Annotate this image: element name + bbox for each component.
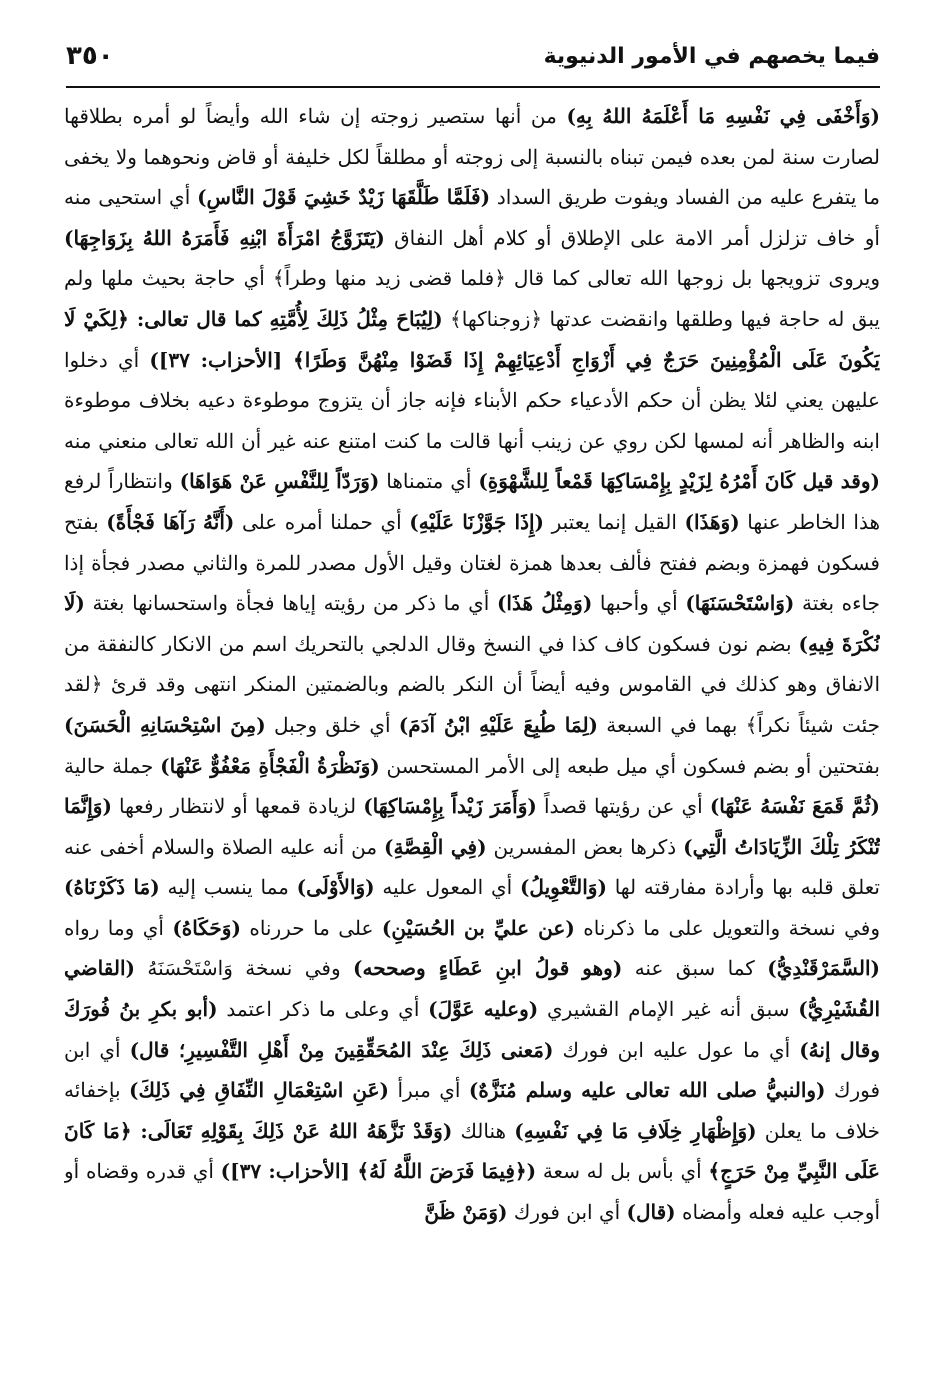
commentary-text: هنالك bbox=[452, 1118, 515, 1143]
commentary-text: أي خلق وجبل bbox=[265, 712, 399, 737]
page-number: ٣٥٠ bbox=[66, 41, 114, 71]
matn-text: (وَنَظْرَةُ الْفَجْأَةِ مَعْفُوٌّ عَنْهَا) bbox=[160, 753, 380, 778]
matn-text: (وَالأَوْلَى) bbox=[296, 875, 375, 900]
matn-text: (أَنَّهُ رَآهَا فَجْأَةً) bbox=[106, 509, 235, 534]
commentary-text: كما سبق عنه bbox=[622, 956, 768, 981]
commentary-text: بفتحتين أو بضم فسكون أي ميل طبعه إلى الأمر المستحسن bbox=[379, 753, 880, 778]
commentary-text: ذكرها بعض المفسرين bbox=[486, 834, 684, 859]
matn-text: (مَعنى ذَلِكَ عِنْدَ المُحَقِّقِينَ مِنْ أَهْلِ التَّفْسِيرِ؛ قال) bbox=[129, 1037, 554, 1062]
commentary-text: بإخفائه خلاف ما يعلن bbox=[64, 1078, 880, 1143]
commentary-text: بفتح فسكون فهمزة وبضم ففتح فألف بعدها همزة لغتان وقيل الأول مصدر للمرة والثاني مصدر فجأة إذا جاءه بغتة bbox=[64, 509, 880, 616]
commentary-text: أي ابن فورك bbox=[507, 1200, 627, 1225]
matn-text: (عن عليِّ بن الحُسَيْنِ) bbox=[381, 915, 575, 940]
matn-text: (السَّمَرْقَنْدِيُّ) bbox=[767, 956, 880, 981]
matn-text: (وَمِثْلُ هَذَا) bbox=[496, 591, 593, 616]
commentary-text: من أنه عليه الصلاة والسلام أخفى عنه تعلق قلبه بها وأرادة مفارقته لها bbox=[64, 834, 880, 900]
commentary-text: وانتظاراً لرفع هذا الخاطر عنها bbox=[64, 469, 880, 534]
commentary-text: أي استحيى منه أو خاف تزلزل أمر الامة على الإطلاق أو كلام أهل النفاق bbox=[64, 185, 880, 250]
matn-text: (وَإِظْهَارِ خِلَافِ مَا فِي نَفْسِهِ) bbox=[514, 1118, 757, 1143]
commentary-text: أي دخلوا عليهن يعني لئلا يظن أن حكم الأدعياء حكم الأبناء فإنه جاز أن يتزوج موطوءة دعيه بخلاف موطوءة ابنه والظاهر أنه لمسها لكن روي عن زينب أنها قالت ما كنت امتنع عنه غير أن الله تعالى منعني منه bbox=[64, 347, 880, 453]
commentary-text: أي ابن فورك bbox=[64, 1037, 880, 1103]
matn-text: (لَا نُكْرَةَ فِيهِ) bbox=[64, 591, 880, 656]
matn-text: (وَالتَّعْوِيلُ) bbox=[519, 875, 607, 900]
matn-text: (وَمَنْ ظَنَّ bbox=[424, 1200, 508, 1225]
matn-text: (أبو بكرِ بنُ فُورَكَ وقال إنهُ) bbox=[64, 997, 880, 1062]
matn-text: (وَهَذَا) bbox=[684, 509, 740, 534]
matn-text: (لِيُبَاحَ مِثْلُ ذَلِكَ لِأُمَّتِهِ كما قال تعالى: bbox=[136, 306, 443, 331]
commentary-text: أي بأس بل له سعة bbox=[536, 1159, 709, 1184]
matn-text: (وعليه عَوَّلَ) bbox=[428, 997, 539, 1022]
matn-text: (مَا ذَكَرْنَاهُ) bbox=[64, 875, 160, 900]
commentary-text: أي قدره وقضاه أو أوجب عليه فعله وأمضاه bbox=[64, 1159, 880, 1225]
commentary-text: بضم نون فسكون كاف كذا في النسخ وقال الدلجي بالتحريك اسم من الانكار كالنفقة من الانفاق وهو كذلك في القاموس وفيه أيضاً أن النكر بالضم وبالضمتين المنكر انتهى وقد قرئ ﴿لقد جئت شيئاً نكراً﴾ بهما في السبعة bbox=[64, 631, 880, 737]
matn-text: (قال) bbox=[626, 1200, 676, 1225]
commentary-text: أي مبرأ bbox=[389, 1078, 469, 1103]
commentary-text: وفي نسخة وَاسْتَحْسَنَهُ bbox=[134, 956, 354, 981]
body-text bbox=[64, 96, 880, 1366]
commentary-text: سبق أنه غير الإمام القشيري bbox=[538, 997, 799, 1022]
commentary-text: أي ما عول عليه ابن فورك bbox=[553, 1037, 800, 1062]
commentary-text: أي حملنا أمره على bbox=[234, 509, 410, 534]
commentary-text: ويروى تزويجها بل زوجها الله تعالى كما قال ﴿فلما قضى زيد منها وطراً﴾ أي حاجة بحيث ملها ولم يبق له حاجة فيها وطلقها وانقضت عدتها ﴿زوجناكها﴾ bbox=[64, 266, 880, 331]
matn-text: (مِنَ اسْتِحْسَانِهِ الْحَسَنَ) bbox=[64, 712, 266, 737]
commentary-text: أي وأحبها bbox=[592, 591, 686, 616]
matn-text: (يَتَزَوَّجُ امْرَأَةَ ابْنِهِ فَأَمَرَهُ اللهُ بِزَوَاجِهَا) bbox=[64, 225, 385, 250]
commentary-text: جملة حالية bbox=[64, 753, 161, 778]
matn-text: (وَأَخْفَى فِي نَفْسِهِ مَا أَعْلَمَهُ اللهُ بِهِ) bbox=[566, 104, 880, 128]
commentary-text: القيل إنما يعتبر bbox=[544, 509, 685, 534]
matn-text: (وَإِنَّمَا تُنْكَرُ تِلْكَ الزِّيَادَاتُ الَّتِي) bbox=[64, 794, 880, 859]
matn-text: (لِمَا طُبِعَ عَلَيْهِ ابْنُ آدَمَ) bbox=[398, 712, 599, 737]
commentary-text: وفي نسخة والتعويل على ما ذكرناه bbox=[574, 915, 880, 940]
commentary-text: أي ما ذكر من رؤيته إياها فجأة واستحسانها بغتة bbox=[84, 591, 497, 616]
running-title: فيما يخصهم في الأمور الدنيوية bbox=[543, 43, 880, 69]
matn-text: (وَقَدْ نَزَّهَهُ اللهُ عَنْ ذَلِكَ بِقَوْلِهِ تَعَالَى: bbox=[140, 1118, 453, 1143]
quran-quote: ﴿لِكَيْ لَا يَكُونَ عَلَى الْمُؤْمِنِينَ حَرَجٌ فِي أَزْوَاجِ أَدْعِيَائِهِمْ إِذَا قَضَوْا مِنْهُنَّ وَطَرًا﴾ [الأحزاب: ٣٧]) bbox=[64, 306, 880, 372]
commentary-text: على ما حررناه bbox=[240, 915, 382, 940]
commentary-text: من أنها ستصير زوجته إن شاء الله وأيضاً لو أمره بطلاقها لصارت سنة لمن بعده فيمن تبناه بالنسبة إلى زوجته أو مطلقاً لكل خليفة أو قاض ونحوهما ولا يخفى ما يتفرع عليه من الفساد ويفوت طريق السداد bbox=[64, 104, 880, 210]
commentary-text: لزيادة قمعها أو لانتظار رفعها bbox=[111, 794, 364, 819]
header-divider bbox=[66, 86, 880, 88]
matn-text: (وَاسْتَحْسَنَهَا) bbox=[685, 591, 795, 616]
body-paragraph bbox=[64, 96, 880, 1233]
matn-text: (إِذَا جَوَّزْنَا عَلَيْهِ) bbox=[409, 509, 544, 534]
commentary-text: أي عن رؤيتها قصداً bbox=[536, 794, 710, 819]
commentary-text: أي متمناها bbox=[379, 469, 479, 494]
matn-text: (وقد قيل كَانَ أَمْرُهُ لِزَيْدٍ بِإِمْسَاكِهَا قَمْعاً لِلشَّهْوَةِ) bbox=[478, 469, 880, 494]
commentary-text: مما ينسب إليه bbox=[159, 875, 297, 900]
quran-quote: (﴿فِيمَا فَرَضَ اللَّهُ لَهُ﴾ [الأحزاب: ٣٧]) bbox=[220, 1159, 537, 1184]
matn-text: (ثُمَّ قَمَعَ نَفْسَهُ عَنْهَا) bbox=[709, 794, 880, 819]
commentary-text: أي وما رواه bbox=[64, 915, 173, 940]
page-header bbox=[66, 30, 880, 82]
matn-text: (القاضي القُشَيْرِيُّ) bbox=[64, 956, 880, 1022]
matn-text: (والنبيُّ صلى الله تعالى عليه وسلم مُنَزَّهٌ) bbox=[468, 1078, 826, 1103]
matn-text: (فَلَمَّا طَلَّقَهَا زَيْدٌ خَشِيَ قَوْلَ النَّاسِ) bbox=[197, 185, 491, 210]
commentary-text: أي وعلى ما ذكر اعتمد bbox=[217, 997, 429, 1022]
matn-text: (فِي الْقِصَّةِ) bbox=[384, 834, 487, 859]
matn-text: (وهو قولُ ابنِ عَطَاءٍ وصححه) bbox=[353, 956, 623, 981]
matn-text: (وَأَمَرَ زَيْداً بِإِمْسَاكِهَا) bbox=[363, 794, 537, 819]
quran-quote: ﴿مَا كَانَ عَلَى النَّبِيِّ مِنْ حَرَجٍ﴾ bbox=[64, 1118, 880, 1184]
commentary-text: أي المعول عليه bbox=[374, 875, 520, 900]
matn-text: (وَرَدّاً لِلنَّفْسِ عَنْ هَوَاهَا) bbox=[179, 469, 380, 494]
matn-text: (وَحَكَاهُ) bbox=[172, 915, 241, 940]
matn-text: (عَنِ اسْتِعْمَالِ النِّفَاقِ فِي ذَلِكَ) bbox=[128, 1078, 389, 1103]
